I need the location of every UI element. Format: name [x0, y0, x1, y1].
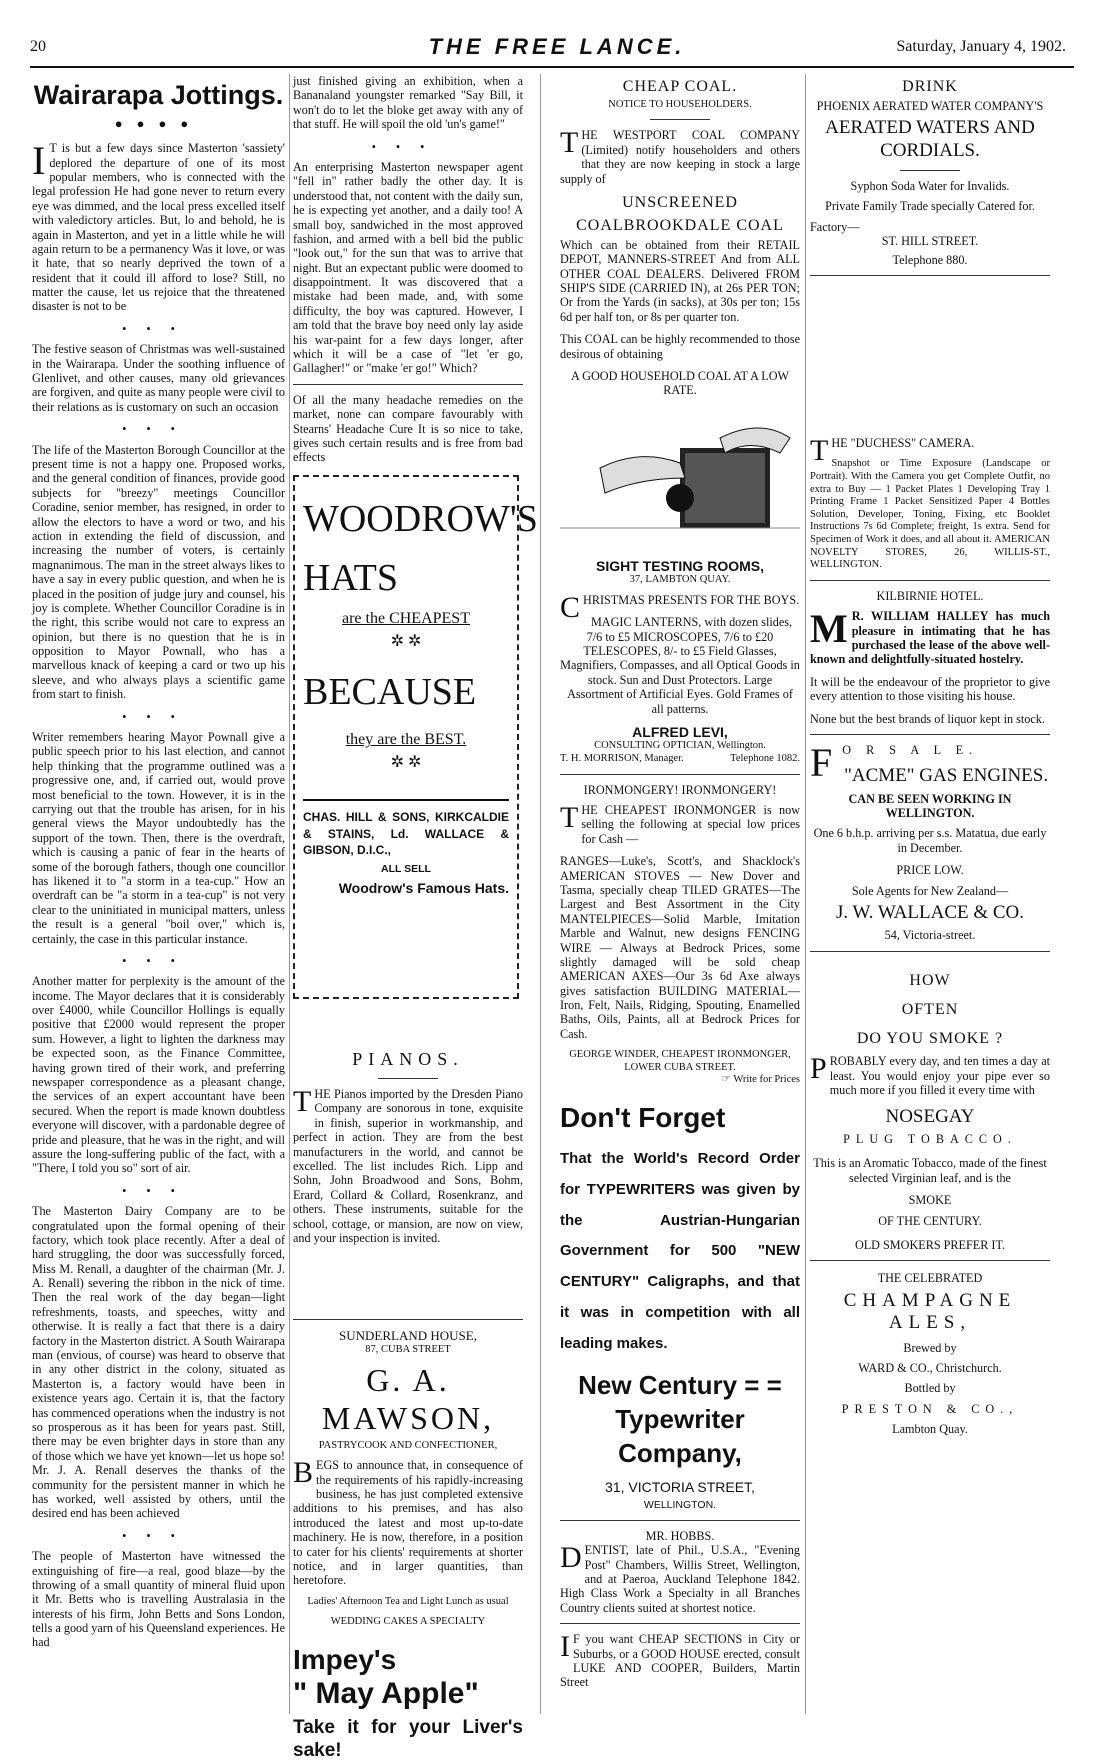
column-two [293, 74, 538, 1761]
paragraph: RANGES—Luke's, Scott's, and Shacklock's AMERICAN STOVES — New Dover and Tasma, specially cheap TILED GRATES—The Largest and Best Assortment in the City MANTELPIECES—Solid Marble, Imitation Marble and Walnut, new designs FENCING WIRE — Always at Bedrock Prices, some slightly damaged will be sold cheap AMERICAN AXES—Our 3s 6d Axe always gives satisfaction BUILDING MATERIAL—Iron, Felt, Nails, Ridging, Spouting, Enamelled Baths, Oils, Paints, all at Bedrock Prices for Cash. [560, 854, 800, 1041]
masthead: THE FREE LANCE. [428, 34, 686, 59]
ad-line: WARD & CO., Christchurch. [858, 1360, 1002, 1375]
ad-heading: DRINK [902, 78, 958, 95]
drop-cap: T [293, 1085, 312, 1118]
paragraph: The festive season of Christmas was well-sustained in the Wairarapa. Under the soothing influence of Glenlivet, and other causes, many old grievances are forgiven, and quite as many people were civil to their relations as is customary on such an occasion [32, 342, 285, 414]
drop-cap: B [293, 1456, 314, 1490]
ad-line: ST. HILL STREET. [881, 234, 979, 249]
ad-heading: G. A. MAWSON, [321, 1362, 495, 1436]
ad-heading: Don't Forget [560, 1102, 726, 1134]
page-number: 20 [30, 38, 46, 55]
article-title: Wairarapa Jottings. [33, 80, 284, 110]
rule [560, 774, 800, 775]
paragraph: Snapshot or Time Exposure (Landscape or Portrait). With the Camera you get Complete Outfit, no extra to Buy — 1 Packet Plates 1 Developing Tray 1 Printing Frame 1 Packet Sensitized Paper 4 Bottles Solution, Developer, Toning, Fixing, etc Booklet Instructions 7s 6d Complete; freight, 1s extra. Send for Specimen of Work it does, and all about it. AMERICAN NOVELTY STORES, 26, WILLIS-ST., WELLINGTON. [810, 458, 1050, 571]
ad-line: PRICE LOW. [896, 863, 964, 878]
ad-heading: Impey's [293, 1644, 397, 1676]
ad-heading: KILBIRNIE HOTEL. [876, 588, 984, 603]
drop-cap: C [560, 590, 581, 624]
ad-line: WEDDING CAKES A SPECIALTY [330, 1616, 486, 1628]
drop-cap: T [560, 126, 579, 160]
paragraph: I F you want CHEAP SECTIONS in City or Suburbs, or a GOOD HOUSE erected, consult LUKE AND COOPER, Builders, Martin Street [560, 1630, 800, 1690]
pianos-title: PIANOS. [352, 1048, 464, 1069]
separator: ••• [122, 1528, 195, 1543]
ad-line: Lambton Quay. [892, 1422, 968, 1437]
ad-line: PASTRYCOOK AND CONFECTIONER, [318, 1439, 498, 1451]
column-divider [289, 74, 290, 1714]
rule [560, 1520, 800, 1521]
drop-cap: T [560, 801, 579, 835]
ad-line: Syphon Soda Water for Invalids. [850, 179, 1010, 194]
rule [560, 1623, 800, 1624]
ad-heading: OFTEN [901, 1000, 959, 1018]
ad-line: are the CHEAPEST [342, 610, 470, 628]
ad-heading: WOODROW'S [303, 497, 538, 540]
ad-heading: UNSCREENED [622, 194, 738, 212]
ad-line: WELLINGTON. [643, 1499, 717, 1512]
paragraph: just finished giving an exhibition, when a Bananaland youngster remarked "Say Bill, it won't do to let the bloke get away with any of that stuff. He will spoil the old 'un's game!" [293, 74, 523, 132]
camera-box-icon [560, 408, 800, 548]
ad-heading: DO YOU SMOKE ? [856, 1029, 1004, 1047]
drop-cap: D [560, 1541, 582, 1575]
ad-heading: AERATED WATERS AND CORDIALS. [825, 117, 1035, 161]
ad-line: CONSULTING OPTICIAN, Wellington. [594, 740, 766, 752]
paragraph: MAGIC LANTERNS, with dozen slides, 7/6 to £5 MICROSCOPES, 7/6 to £20 TELESCOPES, 8/- to £5 Field Glasses, Magnifiers, Compasses, and all Optical Goods in stock. Sun and Dust Protectors. Large Assortment of Artificial Eyes. Gold Frames of all patterns. [560, 615, 800, 716]
drop-cap: I [560, 1630, 570, 1664]
rule [810, 580, 1050, 581]
ad-heading: SIGHT TESTING ROOMS, [595, 557, 764, 574]
ad-line: Ladies' Afternoon Tea and Light Lunch as usual [307, 1595, 509, 1607]
ad-line: NOTICE TO HOUSEHOLDERS. [608, 98, 752, 110]
ad-line: 31, VICTORIA STREET, [605, 1478, 755, 1495]
column-three [560, 74, 800, 1714]
paragraph: It will be the endeavour of the proprietor to give every attention to those visiting his house. [810, 674, 1050, 704]
separator: ••• [122, 422, 195, 437]
drop-cap: I [32, 138, 46, 184]
manager: T. H. MORRISON, Manager. [560, 753, 684, 765]
separator: ••• [122, 709, 195, 724]
ad-heading: HOW [909, 971, 951, 989]
ad-stockists: CHAS. HILL & SONS, KIRKCALDIE & STAINS, Ld. WALLACE & GIBSON, D.I.C., [303, 799, 509, 859]
separator: ••• [371, 139, 445, 154]
paragraph: PROBABLY every day, and ten times a day at least. You would enjoy your pipe ever so much more if you filled it every time with [810, 1052, 1050, 1098]
drop-cap: M [810, 606, 848, 652]
separator: ••• [122, 1183, 195, 1198]
ad-line: THE CELEBRATED [877, 1271, 983, 1286]
ad-line: OLD SMOKERS PREFER IT. [854, 1237, 1006, 1252]
paragraph: The people of Masterton have witnessed the extinguishing of fire—a real, good blaze—by the throwing of a small quantity of mineral fluid upon it Mr. Betts who is travelling Australasia in the interests of his firm, John Betts and Sons London, tells a good yarn of his Queensland experiences. He had [32, 1549, 285, 1650]
paragraph: Which can be obtained from their RETAIL DEPOT, MANNERS-STREET And from ALL OTHER COAL DEALERS. Delivered FROM SHIP'S SIDE (CARRIED IN), at 26s PER TON; Or from the Yards (in sacks), at 30s per ton; 15s 6d per half ton, or 8s per quarter ton. [560, 237, 800, 324]
ad-heading: MR. HOBBS. [645, 1528, 715, 1543]
paragraph: Another matter for perplexity is the amount of the income. The Mayor declares that it is considerably over £4000, while Councillor Hollings is equally positive that £2000 would represent the proper sum. However, a light to lighten the darkness may be expected soon, as the Finance Committee, having grown tired of their work, and preferring newspaper correspondence as a pleasant change, the services of an expert accountant have been secured. When the report is made known doubtless everyone will discover, with a pardonable degree of pride and pleasure, that he was in the right, and will assure the long-suffering public of the fact, with a "There, I told you so" sort of air. [32, 974, 285, 1176]
ad-line: OF THE CENTURY. [878, 1213, 982, 1228]
hands-camera-illustration [560, 408, 800, 548]
paragraph: DENTIST, late of Phil., U.S.A., "Evening Post" Chambers, Willis Street, Wellington, and at Paeroa, Auckland Telephone 1842. High Class Work a Specialty in all Branches Country clients suited at shortest notice. [560, 1541, 800, 1615]
rule [378, 1078, 438, 1079]
ad-tagline: Woodrow's Famous Hats. [338, 879, 509, 896]
paragraph: M R. WILLIAM HALLEY has much pleasure in intimating that he has purchased the lease of the above well-known and delightfully-situated hostelry. [810, 606, 1050, 667]
ad-line: they are the BEST. [345, 731, 467, 748]
ad-heading: ALFRED LEVI, [632, 723, 728, 740]
ad-line: 54, Victoria-street. [884, 928, 976, 943]
ad-heading: New Century = = Typewriter Company, [578, 1370, 782, 1468]
paragraph: This is an Aromatic Tobacco, made of the finest selected Virginian leaf, and is the [813, 1156, 1047, 1185]
rule [650, 119, 710, 120]
header-rule [30, 66, 1074, 68]
rule [293, 384, 523, 385]
ad-heading: " May Apple" [293, 1677, 479, 1711]
separator: ••• [122, 953, 195, 968]
paragraph: THE "DUCHESS" CAMERA. [810, 434, 975, 468]
paragraph: None but the best brands of liquor kept in stock. [810, 711, 1045, 726]
paragraph: One 6 b.h.p. arriving per s.s. Matatua, due early in December. [813, 826, 1047, 855]
ad-line: ☞ Write for Prices [721, 1074, 800, 1086]
ad-tagline: Take it for your Liver's sake! [293, 1717, 523, 1761]
paragraph: Of all the many headache remedies on the market, none can compare favourably with Stearns' Headache Cure It is so nice to take, gives such certain results and is free from bad effects [293, 392, 523, 465]
ad-line: PLUG TOBACCO. [843, 1132, 1017, 1147]
ornament: ✲ ✲ [390, 753, 422, 771]
woodrows-hats-ad [293, 475, 538, 999]
ad-line: Bottled by [904, 1381, 956, 1396]
ad-body: That the World's Record Order for TYPEWRITERS was given by the Austrian-Hungarian Government for 500 "NEW CENTURY" Caligraphs, and that it was in competition with all leading makes. [560, 1150, 800, 1352]
paragraph: I T is but a few days since Masterton 'sassiety' deplored the departure of one of its most popular members, who is connected with the legal profession He had gone never to return every eye was dimmed, and the local press excelled itself with valedictory articles. But, lo and behold, he is again in Masterton, and yet in a little while he will again return to be a permanency Was it love, or was it hate, that so nearly deprived the town of a resident that it could ill afford to lose? Still, no matter the cause, let us rejoice that the threatened disaster is not to be [32, 138, 285, 314]
ad-heading: BECAUSE [303, 671, 477, 714]
ad-line: 37, LAMBTON QUAY. [629, 574, 731, 586]
ad-line: CAN BE SEEN WORKING IN WELLINGTON. [848, 791, 1012, 821]
drop-cap: T [810, 434, 829, 468]
ad-heading: J. W. WALLACE & CO. [835, 902, 1025, 924]
rule [810, 1260, 1050, 1261]
ad-line: SMOKE [908, 1193, 952, 1208]
rule [810, 734, 1050, 735]
rule [293, 1319, 523, 1320]
rule [810, 951, 1050, 952]
paragraph: This COAL can be highly recommended to those desirous of obtaining [560, 332, 800, 361]
paragraph: THE CHEAPEST IRONMONGER is now selling the following at special low prices for Cash — [560, 801, 800, 846]
ad-line: Private Family Trade specially Catered for. [825, 199, 1035, 214]
ad-heading: "ACME" GAS ENGINES. [844, 765, 1049, 787]
ad-heading: COALBROOKDALE COAL [576, 216, 784, 234]
ad-line [560, 753, 800, 766]
drop-cap: F [810, 739, 839, 785]
paragraph: BEGS to announce that, in consequence of the requirements of his rapidly-increasing business, he has just completed extensive additions to his premises, and has also introduced the latest and most up-to-date machinery. He is now, therefore, in a position to cater for his clients' requirements at shorter notice, and in larger quantities, than heretofore. [293, 1456, 523, 1588]
rule [900, 170, 960, 171]
ad-heading: HATS [303, 556, 399, 599]
ad-line: Brewed by [903, 1340, 957, 1355]
ad-line: PRESTON & CO., [841, 1401, 1019, 1416]
telephone: Telephone 1082. [730, 753, 800, 765]
ad-line: Telephone 880. [892, 252, 968, 267]
ad-heading: IRONMONGERY! IRONMONGERY! [583, 782, 777, 797]
ad-line: PHOENIX AERATED WATER COMPANY'S [816, 98, 1044, 113]
column-wairarapa-jottings [32, 74, 285, 1714]
ad-heading: NOSEGAY [885, 1105, 975, 1127]
ad-heading: CHAMPAGNE ALES, [843, 1289, 1017, 1334]
separator: ••• [122, 321, 195, 336]
drop-cap: P [810, 1052, 827, 1086]
ad-line: GEORGE WINDER, CHEAPEST IRONMONGER, LOWER CUBA STREET. [569, 1049, 791, 1073]
ornament: ✲ ✲ [390, 633, 422, 651]
ad-line: Factory— [810, 219, 860, 234]
paragraph: F O R S A L E. [810, 739, 979, 785]
ad-line: 87, CUBA STREET [365, 1343, 451, 1355]
ad-line: Sole Agents for New Zealand— [851, 883, 1009, 898]
paragraph: THE WESTPORT COAL COMPANY (Limited) notify householders and others that they are now keeping in stock a large supply of [560, 126, 800, 186]
paragraph: THE Pianos imported by the Dresden Piano Company are sonorous in tone, exquisite in finish, superior in workmanship, and perfect in action. They are from the best manufacturers in the world, and cannot be excelled. The list includes Rich. Lipp and Sohn, John Broadwood and Sons, Bohm, Erard, Collard & Collard, Rosenkranz, and others. These instruments, suitable for the school, cottage, or mansion, are now on view, and your inspection is invited. [293, 1085, 523, 1245]
rule [810, 275, 1050, 276]
ad-line: SUNDERLAND HOUSE, [339, 1328, 477, 1344]
paragraph: The Masterton Dairy Company are to be congratulated upon the formal opening of their factory, which took place recently. After a deal of hard struggling, the door was successfully forced, Miss M. Renall, a daughter of the chairman (Mr. J. A. Renall) severing the ribbon in the nick of time. Then the real work of the day began—light refreshments, toasts, and speeches, witty and otherwise. It is really a fact that there is a dairy factory in the Masterton district. A South Wairarapa man (envious, of course) was heard to observe that in any other district in the colony, situated as Masterton is, a factory would have been in existence years ago. Certain it is, that the factory has commenced operations when the industry is not so prosperous as it has been for years past. Still, there may be even brighter days in store than any of those which we have yet known—let us hope so! Mr. J. A. Renall deserves the thanks of the community for the persistent manner in which he has worked, well assisted by others, until the desired end has been achieved [32, 1204, 285, 1521]
issue-date: Saturday, January 4, 1902. [896, 38, 1066, 55]
ad-line: ALL SELL [381, 863, 431, 876]
paragraph: Writer remembers hearing Mayor Pownall give a public speech prior to his last election, and cannot help thinking that the programme outlined was a progressive one, and, if carried out, would prove most beneficial to the town. However, it is in the carrying out that the trouble has arisen, for in his general views the Mayor undoubtedly has the support of the town. Then, there is the overdraft, which is causing a panic of fear in the hearts of some of the borough fathers, though one councillor has likened it to "a storm in a tea-cup." How an overdraft can be "a storm in a tea-cup" is not very clear to the uninitiated in municipal matters, unless the result is a general "boil over," which is, certainly, the case in this particular instance. [32, 730, 285, 946]
ornament: ●●●● [114, 115, 203, 131]
column-divider [805, 74, 806, 1714]
page-header [0, 0, 1114, 66]
ad-heading: CHEAP COAL. [622, 78, 738, 95]
column-four [810, 74, 1050, 1714]
column-divider [540, 74, 541, 1714]
paragraph: CHRISTMAS PRESENTS FOR THE BOYS. [560, 590, 800, 624]
ad-line: A GOOD HOUSEHOLD COAL AT A LOW RATE. [570, 368, 790, 398]
paragraph: An enterprising Masterton newspaper agent "fell in" rather badly the other day. It is understood that, not content with the daily sun, he is expecting yet another, and a daily too! A small boy, sandwiched in the most approved fashion, and armed with a bell bid the public "look out," for the sun that was to arrive that night. But an expectant public were doomed to disappointment. It was discovered that a mistake had been made, and, with some difficulty, the boy was captured. However, I am told that the brave boy need only lay aside his war-paint for a few days longer, after which it will be a case of "let 'er go, Gallagher!" or "make 'er go!" Which? [293, 159, 523, 376]
paragraph: The life of the Masterton Borough Councillor at the present time is not a happy one. Proposed works, and the general condition of finances, provide good subjects for "breezy" meetings Councillor Coradine, senior member, has resigned, in order to allow the electors to have a word or two, and his action in extending the field of discussion, and increasing the number of voters, is certainly magnanimous. The man in the street always likes to have a say in every public question, and when he is placed in the position of judge jury and counsel, his joy is complete. Whether Councillor Coradine is in the right, this scribe would not care to express an opinion, but there is no question that he is in opposition to Mayor Pownall, who has a marvellous knack of keeping a card or two up his sleeve, and who always plays a scientific game from start to finish. [32, 442, 285, 702]
